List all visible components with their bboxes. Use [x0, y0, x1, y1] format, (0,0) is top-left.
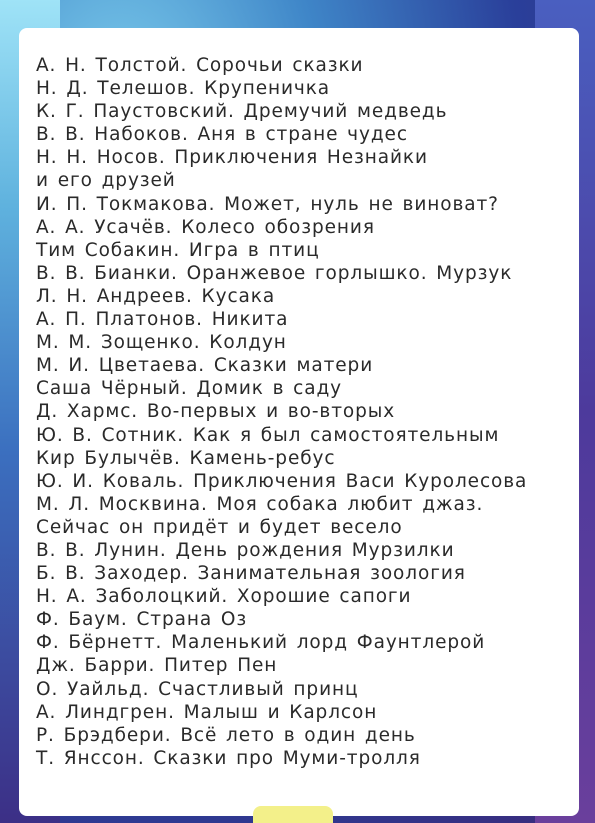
book-list-item: Д. Хармс. Во-первых и во-вторых: [36, 401, 396, 423]
book-list-item: Ф. Баум. Страна Оз: [36, 609, 248, 631]
book-list-item: Л. Н. Андреев. Кусака: [36, 285, 276, 307]
book-list-item: В. В. Лунин. День рождения Мурзилки: [36, 539, 455, 561]
book-list-item: А. П. Платонов. Никита: [36, 309, 289, 331]
book-list-item: Р. Брэдбери. Всё лето в один день: [36, 724, 416, 746]
page-number-tab: [253, 806, 333, 823]
book-list-item: В. В. Бианки. Оранжевое горлышко. Мурзук: [36, 262, 513, 284]
book-list-item: Ю. В. Сотник. Как я был самостоятельным: [36, 424, 500, 446]
book-list-item: Ю. И. Коваль. Приключения Васи Куролесова: [36, 470, 528, 492]
book-list-item: А. А. Усачёв. Колесо обозрения: [36, 216, 375, 238]
book-list-item: А. Н. Толстой. Сорочьи сказки: [36, 55, 364, 76]
book-list-item: Кир Булычёв. Камень-ребус: [36, 447, 336, 469]
book-list-item: Б. В. Заходер. Занимательная зоология: [36, 563, 466, 585]
book-list-item: А. Линдгрен. Малыш и Карлсон: [36, 701, 378, 723]
book-list-item: Н. Н. Носов. Приключения Незнайки: [36, 147, 428, 169]
book-list-item: О. Уайльд. Счастливый принц: [36, 678, 359, 700]
book-list-item: М. Л. Москвина. Моя собака любит джаз.: [36, 493, 484, 515]
book-list-item: Ф. Бёрнетт. Маленький лорд Фаунтлерой: [36, 632, 486, 654]
book-list-item: Н. Д. Телешов. Крупеничка: [36, 78, 331, 100]
book-list-item: Дж. Барри. Питер Пен: [36, 655, 278, 677]
book-list-item: Саша Чёрный. Домик в саду: [36, 378, 343, 400]
book-list-item: М. М. Зощенко. Колдун: [36, 332, 287, 354]
book-list-item: и его друзей: [36, 170, 176, 192]
book-list-item: Тим Собакин. Игра в птиц: [36, 239, 320, 261]
book-list: [36, 54, 527, 770]
book-list-item: Сейчас он придёт и будет весело: [36, 516, 403, 538]
book-list-item: И. П. Токмакова. Может, нуль не виноват?: [36, 193, 499, 215]
book-list-item: М. И. Цветаева. Сказки матери: [36, 355, 374, 377]
book-list-item: Н. А. Заболоцкий. Хорошие сапоги: [36, 586, 412, 608]
book-list-item: Т. Янссон. Сказки про Муми-тролля: [36, 747, 421, 769]
book-list-item: К. Г. Паустовский. Дремучий медведь: [36, 101, 448, 123]
book-list-item: В. В. Набоков. Аня в стране чудес: [36, 124, 408, 146]
